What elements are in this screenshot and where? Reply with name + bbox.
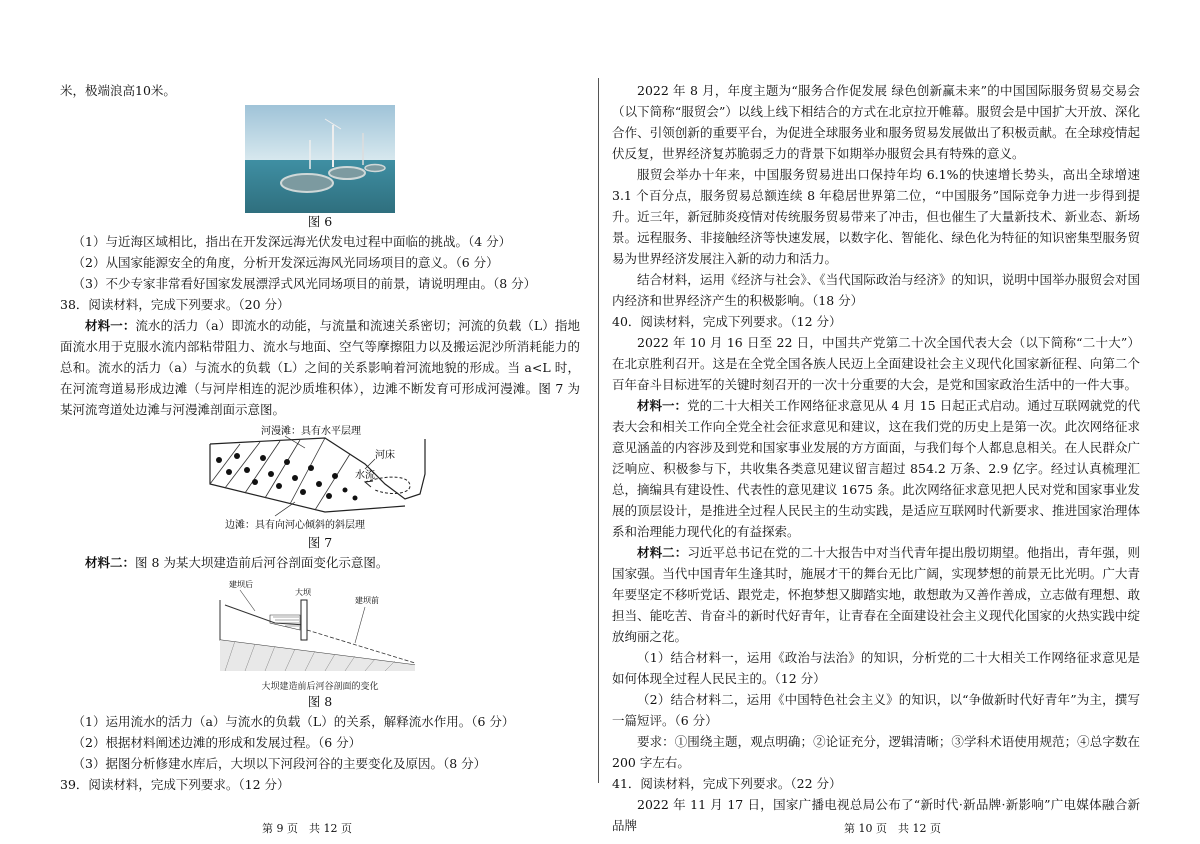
- fig7-riverbed-label: 河床: [375, 450, 395, 461]
- paragraph-fair-intro: 2022 年 8 月，年度主题为“服务合作促发展 绿色创新赢未来”的中国国际服务贸易交易会（以下简称“服贸会”）以线上线下相结合的方式在北京拉开帷幕。服贸会是中国扩大开放、深化合作、引领创新的重要平台，为促进全球服务业和服务贸易发展做出了积极贡献。在全球疫情起伏反复，世界经济复苏脆弱乏力的背景下如期举办服贸会具有特殊的意义。: [612, 83, 1140, 161]
- material2-label: 材料二：: [85, 555, 136, 570]
- fig8-after-label: 建坝后: [229, 580, 253, 589]
- fig7-floodplain-label: 河漫滩：具有水平层理: [261, 426, 361, 437]
- q37-part3: （3）不少专家非常看好国家发展漂浮式风光同场项目的前景，请说明理由。（8 分）: [72, 276, 537, 291]
- q40-part2: （2）结合材料二，运用《中国特色社会主义》的知识，以“争做新时代好青年”为主，撰写一篇短评。（6 分）: [612, 692, 1140, 728]
- left-page: [60, 0, 580, 795]
- fig7-pointbar-label: 边滩：具有向河心倾斜的斜层理: [225, 520, 365, 531]
- figure-7-diagram: [205, 424, 435, 534]
- fig8-dam-label: 大坝: [295, 588, 311, 597]
- q41-heading: 41．阅读材料，完成下列要求。（22 分）: [612, 776, 842, 791]
- q40-material2: [612, 542, 1140, 647]
- q40-requirements: 要求：①围绕主题，观点明确；②论证充分，逻辑清晰；③学科术语使用规范；④总字数在 200 字左右。: [612, 734, 1140, 770]
- q40-material1: [612, 395, 1140, 542]
- material2-label: 材料二：: [637, 545, 688, 560]
- fig8-before-label: 建坝前: [355, 596, 379, 605]
- figure-7-caption: 图 7: [307, 535, 333, 550]
- figure-6-photo: [245, 105, 395, 213]
- q38-heading: 38．阅读材料，完成下列要求。（20 分）: [60, 297, 290, 312]
- figure-8-subtitle: 大坝建造前后河谷剖面的变化: [261, 682, 379, 692]
- q38-material2: [60, 552, 580, 573]
- material1-text: 党的二十大相关工作网络征求意见从 4 月 15 日起正式启动。通过互联网就党的代表大会和相关工作向全党全社会征求意见和建议，这在我们党的历史上是第一次。此次网络征求意见涵盖的内容涉及到党和国家事业发展的方方面面，与我们每个人都息息相关。在人民群众广泛响应、积极参与下，共收集各类意见建议留言超过 854.2 万条、2.9 亿字。经过认真梳理汇总，摘编具有建设性、代表性的意见建议 1675 条。此次网络征求意见把人民对党和国家事业发展的顶层设计，是推进全过程人民民主的生动实践，是适应互联网时代新要求、推进国家治理体系和治理能力现代化的有益探索。: [612, 398, 1140, 539]
- paragraph-q39-task: 结合材料，运用《经济与社会》、《当代国际政治与经济》的知识，说明中国举办服贸会对国内经济和世界经济产生的积极影响。（18 分）: [612, 272, 1140, 308]
- figure-8-caption: 图 8: [307, 694, 333, 709]
- q40-heading: 40．阅读材料，完成下列要求。（12 分）: [612, 314, 842, 329]
- figure-8-diagram: [215, 575, 425, 681]
- paragraph-fair-growth: 服贸会举办十年来，中国服务贸易进出口保持年均 6.1%的快速增长势头，高出全球增速 3.1 个百分点，服务贸易总额连续 8 年稳居世界第二位，“中国服务”国际竞争力进一步得到提升。近三年，新冠肺炎疫情对传统服务贸易带来了冲击，但也催生了大量新技术、新业态、新场景。远程服务、非接触经济等快速发展，以数字化、智能化、绿色化为特征的知识密集型服务贸易为世界经济发展注入新的动力和活力。: [612, 167, 1140, 266]
- figure-6-caption: 图 6: [307, 214, 333, 229]
- page-divider: [598, 78, 599, 783]
- q37-part1: （1）与近海区域相比，指出在开发深远海光伏发电过程中面临的挑战。（4 分）: [72, 234, 512, 249]
- q39-heading: 39．阅读材料，完成下列要求。（12 分）: [60, 777, 290, 792]
- continued-text: 米，极端浪高10米。: [60, 83, 176, 98]
- material1-label: 材料一：: [85, 318, 136, 333]
- q38-part3: （3）据图分析修建水库后，大坝以下河段河谷的主要变化及原因。（8 分）: [72, 756, 487, 771]
- paragraph-q41-intro: 2022 年 11 月 17 日，国家广播电视总局公布了“新时代·新品牌·新影响”广电媒体融合新品牌: [612, 797, 1140, 833]
- material1-label: 材料一：: [637, 398, 688, 413]
- fig7-flow-label: 水流: [355, 470, 375, 481]
- right-page: [612, 0, 1140, 836]
- q38-part2: （2）根据材料阐述边滩的形成和发展过程。（6 分）: [72, 735, 362, 750]
- material2-text: 习近平总书记在党的二十大报告中对当代青年提出殷切期望。他指出，青年强，则国家强。当代中国青年生逢其时，施展才干的舞台无比广阔，实现梦想的前景无比光明。广大青年要坚定不移听党话、跟党走，怀抱梦想又脚踏实地，敢想敢为又善作善成，立志做有理想、敢担当、能吃苦、肯奋斗的新时代好青年，让青春在全面建设社会主义现代化国家的火热实践中绽放绚丽之花。: [612, 545, 1140, 644]
- page-number-left: 第 9 页 共 12 页: [262, 822, 352, 835]
- q38-part1: （1）运用流水的活力（a）与流水的负载（L）的关系，解释流水作用。（6 分）: [72, 714, 515, 729]
- material2-text: 图 8 为某大坝建造前后河谷剖面变化示意图。: [135, 555, 389, 570]
- q38-material1: [60, 315, 580, 420]
- paragraph-congress: 2022 年 10 月 16 日至 22 日，中国共产党第二十次全国代表大会（以下简称“二十大”）在北京胜利召开。这是在全党全国各族人民迈上全面建设社会主义现代化国家新征程、向第二个百年奋斗目标进军的关键时刻召开的一次十分重要的大会，是党和国家政治生活中的一件大事。: [612, 335, 1140, 392]
- material1-text: 流水的活力（a）即流水的动能，与流量和流速关系密切；河流的负载（L）指地面流水用于克服水流内部粘带阻力、流水与地面、空气等摩擦阻力以及搬运泥沙所消耗能力的总和。流水的活力（a）与流水的负载（L）之间的关系影响着河流地貌的形成。当 a<L 时，在河流弯道易形成边滩（与河岸相连的泥沙质堆积体），边滩不断发育可形成河漫滩。图 7 为某河流弯道处边滩与河漫滩剖面示意图。: [60, 318, 580, 417]
- page-number-right: 第 10 页 共 12 页: [844, 822, 941, 835]
- q40-part1: （1）结合材料一，运用《政治与法治》的知识，分析党的二十大相关工作网络征求意见是如何体现全过程人民民主的。（12 分）: [612, 650, 1140, 686]
- q37-part2: （2）从国家能源安全的角度，分析开发深远海风光同场项目的意义。（6 分）: [72, 255, 499, 270]
